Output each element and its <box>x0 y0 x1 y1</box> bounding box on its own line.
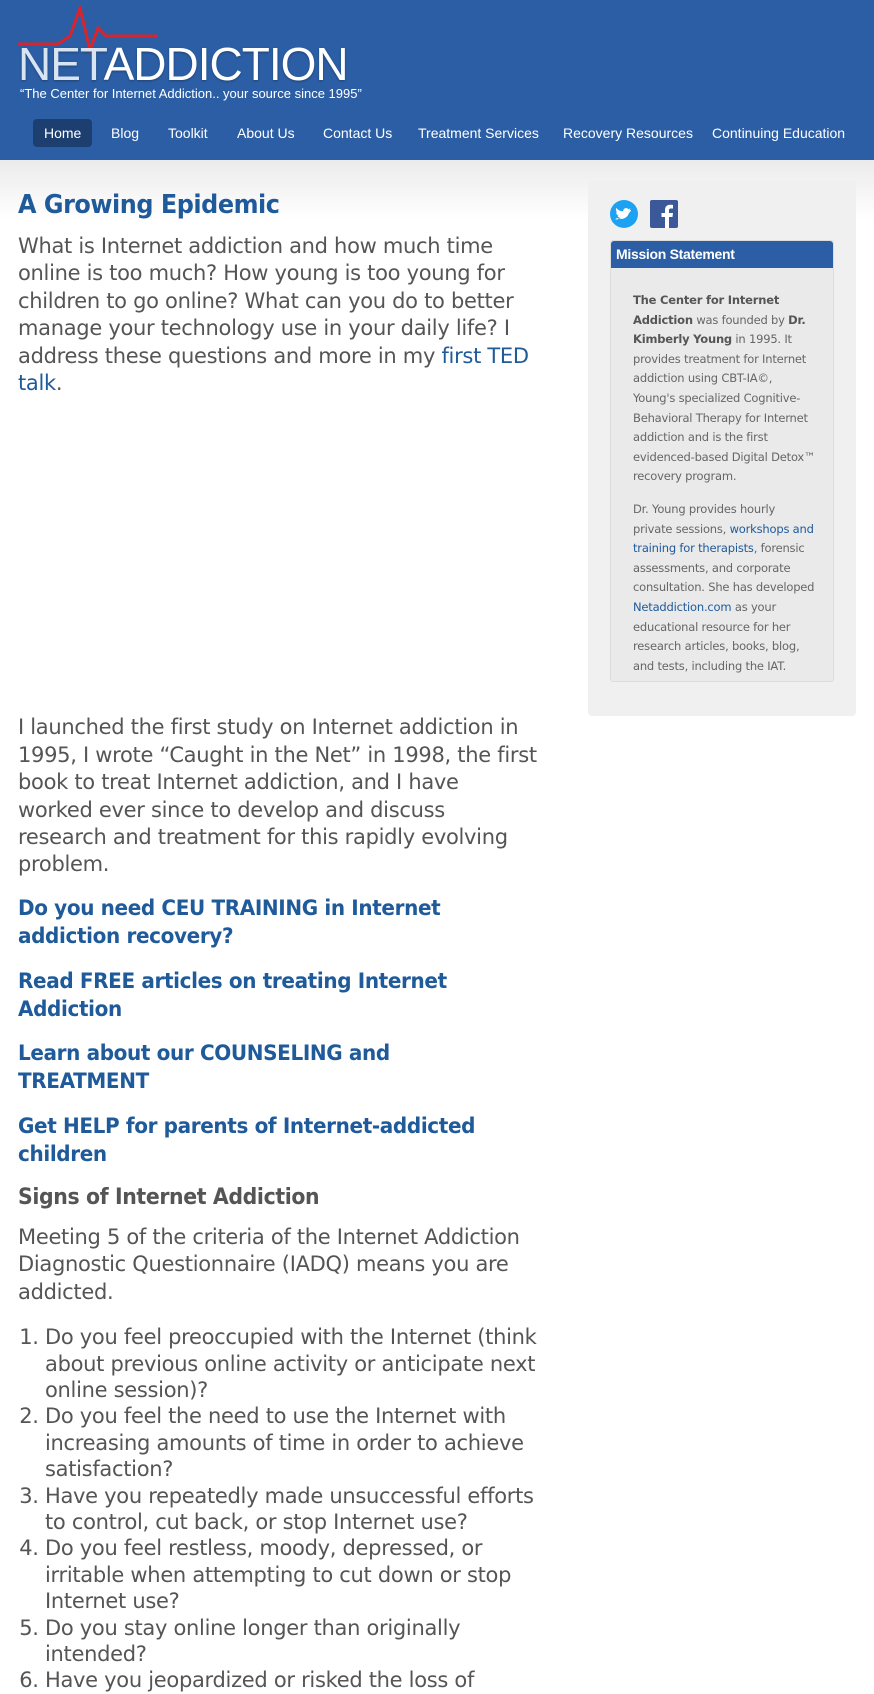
mission-paragraph-2 <box>633 500 817 676</box>
founder-name: Dr. Kimberly Young <box>633 312 806 347</box>
intro-end: . <box>55 371 63 396</box>
logo-text <box>18 40 348 88</box>
video-embed-area[interactable] <box>18 397 538 714</box>
sidebar <box>588 180 856 716</box>
mission-text: Dr. Young provides hourly private sessions, <box>633 501 776 536</box>
tagline: “The Center for Internet Addiction.. your source since 1995” <box>20 86 362 101</box>
signs-list <box>18 1324 538 1694</box>
twitter-bird-icon <box>610 200 638 228</box>
logo-net: NET <box>18 38 104 90</box>
list-item: 4. Do you feel restless, moody, depressed, or irritable when attempting to cut down or stop Internet use? <box>45 1535 538 1614</box>
list-item: 5. Do you stay online longer than originally intended? <box>45 1615 538 1668</box>
signs-intro: Meeting 5 of the criteria of the Internet Addiction Diagnostic Questionnaire (IADQ) means you are addicted. <box>18 1224 520 1304</box>
mission-text: was founded by <box>692 312 789 327</box>
history-paragraph: I launched the first study on Internet addiction in 1995, I wrote “Caught in the Net” in 1998, the first book to treat Internet addiction, and I have worked ever since to develop and discuss research and treatment for this rapidly evolving problem. <box>18 715 537 877</box>
ceu-training-link[interactable]: Do you need CEU TRAINING in Internet addiction recovery? <box>18 895 441 949</box>
parents-help-link[interactable]: Get HELP for parents of Internet-addicted children <box>18 1113 476 1167</box>
center-name: The Center for Internet Addiction <box>633 293 780 327</box>
nav-continuing-education[interactable]: Continuing Education <box>712 125 846 141</box>
mission-statement-box <box>610 240 834 682</box>
mission-text: as your educational resource for her research articles, books, blog, and tests, including the IAT. <box>633 599 800 673</box>
mission-text: , forensic assessments, and corporate consultation. She has developed <box>633 541 815 595</box>
nav-about-us[interactable]: About Us <box>237 125 295 141</box>
main-content <box>18 190 538 1694</box>
site-logo[interactable] <box>18 6 378 106</box>
workshops-training-link[interactable]: workshops and training for therapists <box>633 521 814 556</box>
signs-heading: Signs of Internet Addiction <box>18 1184 320 1210</box>
logo-addiction: ADDICTION <box>103 38 348 90</box>
list-item: 1. Do you feel preoccupied with the Internet (think about previous online activity or anticipate next online session)? <box>45 1324 538 1403</box>
intro-paragraph <box>18 233 538 397</box>
nav-recovery-resources[interactable]: Recovery Resources <box>563 125 693 141</box>
ted-talk-link[interactable]: first TED talk <box>18 343 529 396</box>
facebook-f-icon <box>650 200 678 228</box>
facebook-icon[interactable] <box>650 200 678 228</box>
free-articles-link[interactable]: Read FREE articles on treating Internet Addiction <box>18 968 447 1022</box>
mission-paragraph-1 <box>633 291 817 487</box>
page-title: A Growing Epidemic <box>18 190 280 220</box>
mission-statement-body <box>611 268 833 676</box>
nav-home[interactable]: Home <box>33 119 92 147</box>
intro-text: What is Internet addiction and how much time online is too much? How young is too young for children to go online? What can you do to better manage your technology use in your daily life? I address these questions and more in my <box>18 234 514 368</box>
netaddiction-link[interactable]: Netaddiction.com <box>633 599 732 614</box>
counseling-treatment-link[interactable]: Learn about our COUNSELING and TREATMENT <box>18 1040 390 1094</box>
list-item: 2. Do you feel the need to use the Internet with increasing amounts of time in order to achieve satisfaction? <box>45 1403 538 1482</box>
main-nav <box>0 119 874 147</box>
nav-contact-us[interactable]: Contact Us <box>323 125 393 141</box>
list-item: 3. Have you repeatedly made unsuccessful efforts to control, cut back, or stop Internet use? <box>45 1483 538 1536</box>
nav-toolkit[interactable]: Toolkit <box>168 125 208 141</box>
twitter-icon[interactable] <box>610 200 638 228</box>
site-header <box>0 0 874 160</box>
nav-blog[interactable]: Blog <box>111 125 140 141</box>
mission-statement-title: Mission Statement <box>611 241 833 268</box>
nav-treatment-services[interactable]: Treatment Services <box>418 125 539 141</box>
mission-text: in 1995. It provides treatment for Internet addiction using CBT-IA©, Young's specialized Cognitive-Behavioral Therapy for Internet addiction and is the first evidenced-based Digital Detox™ recovery program. <box>633 332 816 484</box>
list-item: 6. Have you jeopardized or risked the loss of <box>45 1667 538 1693</box>
